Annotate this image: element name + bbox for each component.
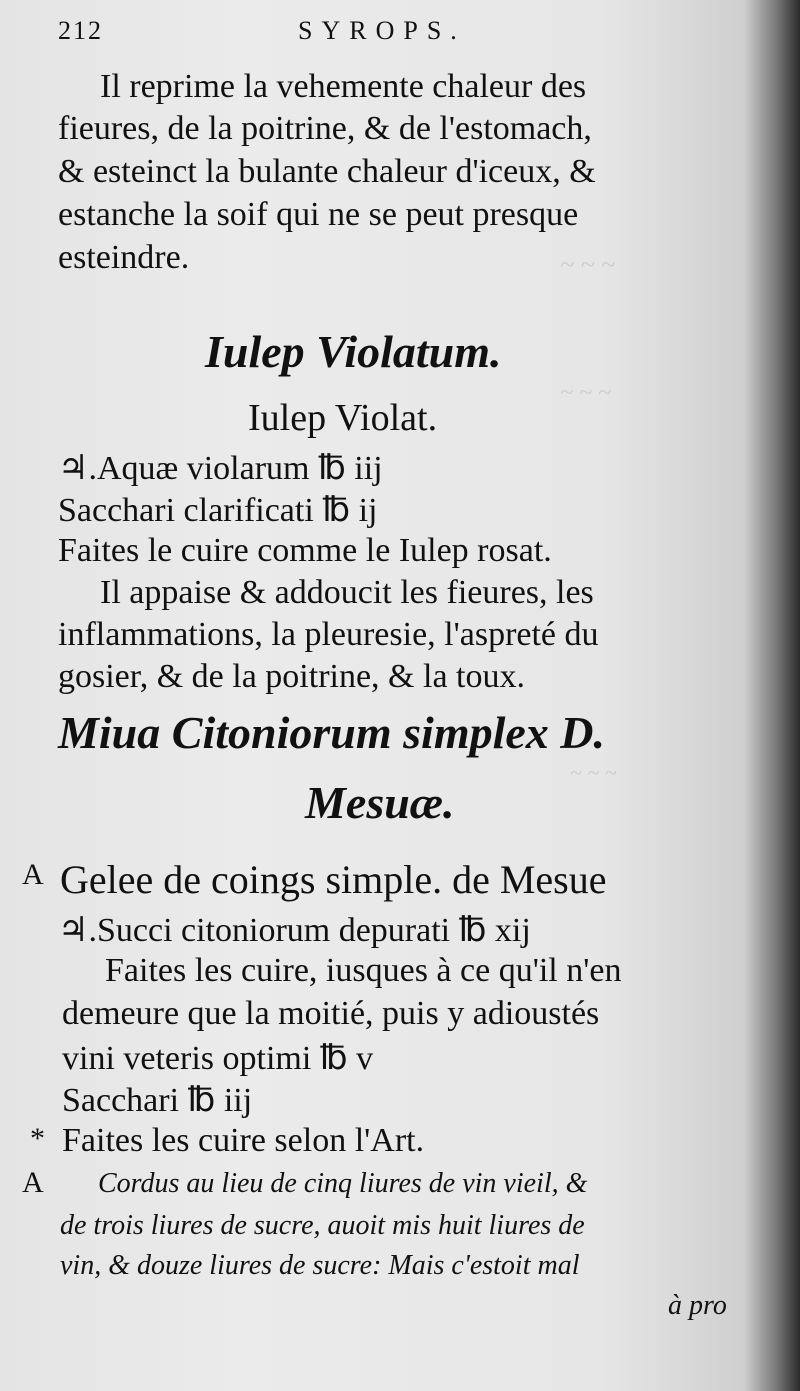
note-line: Cordus au lieu de cinq liures de vin vieil, & xyxy=(98,1168,588,1199)
section1-title-latin: Iulep Violatum. xyxy=(205,326,502,377)
section1-paragraph-line: Il appaise & addoucit les fieures, les xyxy=(100,574,594,611)
section2-recipe-line: ♃.Succi citoniorum depurati ℔ xij xyxy=(58,912,531,949)
paragraph1-line: fieures, de la poitrine, & de l'estomach, xyxy=(58,110,592,147)
star-mark: * xyxy=(30,1122,45,1155)
note-mark: A xyxy=(22,1166,44,1199)
section2-title-latin: Miua Citoniorum simplex D. xyxy=(58,707,606,758)
section2-recipe-line: Faites les cuire selon l'Art. xyxy=(62,1122,425,1159)
section1-paragraph-line: inflammations, la pleuresie, l'aspreté du xyxy=(58,616,599,653)
section1-recipe-line: ♃.Aquæ violarum ℔ iij xyxy=(58,450,383,487)
paragraph1-line: estanche la soif qui ne se peut presque xyxy=(58,196,579,233)
section1-recipe-line: Sacchari clarificati ℔ ij xyxy=(58,492,378,529)
page-number: 212 xyxy=(58,16,103,45)
show-through-decoration: ~ ~ ~ xyxy=(560,250,616,279)
note-line: vin, & douze liures de sucre: Mais c'estoit mal xyxy=(60,1250,580,1281)
running-title: SYROPS. xyxy=(298,16,466,45)
section2-title-latin-cont: Mesuæ. xyxy=(305,777,455,828)
show-through-decoration: ~ ~ ~ xyxy=(570,760,617,785)
section2-recipe-line: demeure que la moitié, puis y adioustés xyxy=(62,995,600,1032)
show-through-decoration: ~ ~ ~ xyxy=(560,380,611,406)
section2-title-french: Gelee de coings simple. de Mesue xyxy=(60,857,607,902)
paragraph1-line: Il reprime la vehemente chaleur des xyxy=(100,68,587,105)
section2-recipe-line: vini veteris optimi ℔ v xyxy=(62,1040,374,1077)
paragraph1-line: esteindre. xyxy=(58,239,190,276)
paragraph1-line: & esteinct la bulante chaleur d'iceux, & xyxy=(58,153,596,190)
note-line: de trois liures de sucre, auoit mis huit liures de xyxy=(60,1210,585,1241)
margin-mark: A xyxy=(22,858,44,891)
section2-recipe-line: Faites les cuire, iusques à ce qu'il n'en xyxy=(105,952,622,989)
section1-paragraph-line: gosier, & de la poitrine, & la toux. xyxy=(58,658,525,695)
note-line: à pro xyxy=(668,1290,727,1321)
section1-title-french: Iulep Violat. xyxy=(248,397,438,439)
section1-recipe-line: Faites le cuire comme le Iulep rosat. xyxy=(58,532,552,569)
section2-recipe-line: Sacchari ℔ iij xyxy=(62,1082,253,1119)
